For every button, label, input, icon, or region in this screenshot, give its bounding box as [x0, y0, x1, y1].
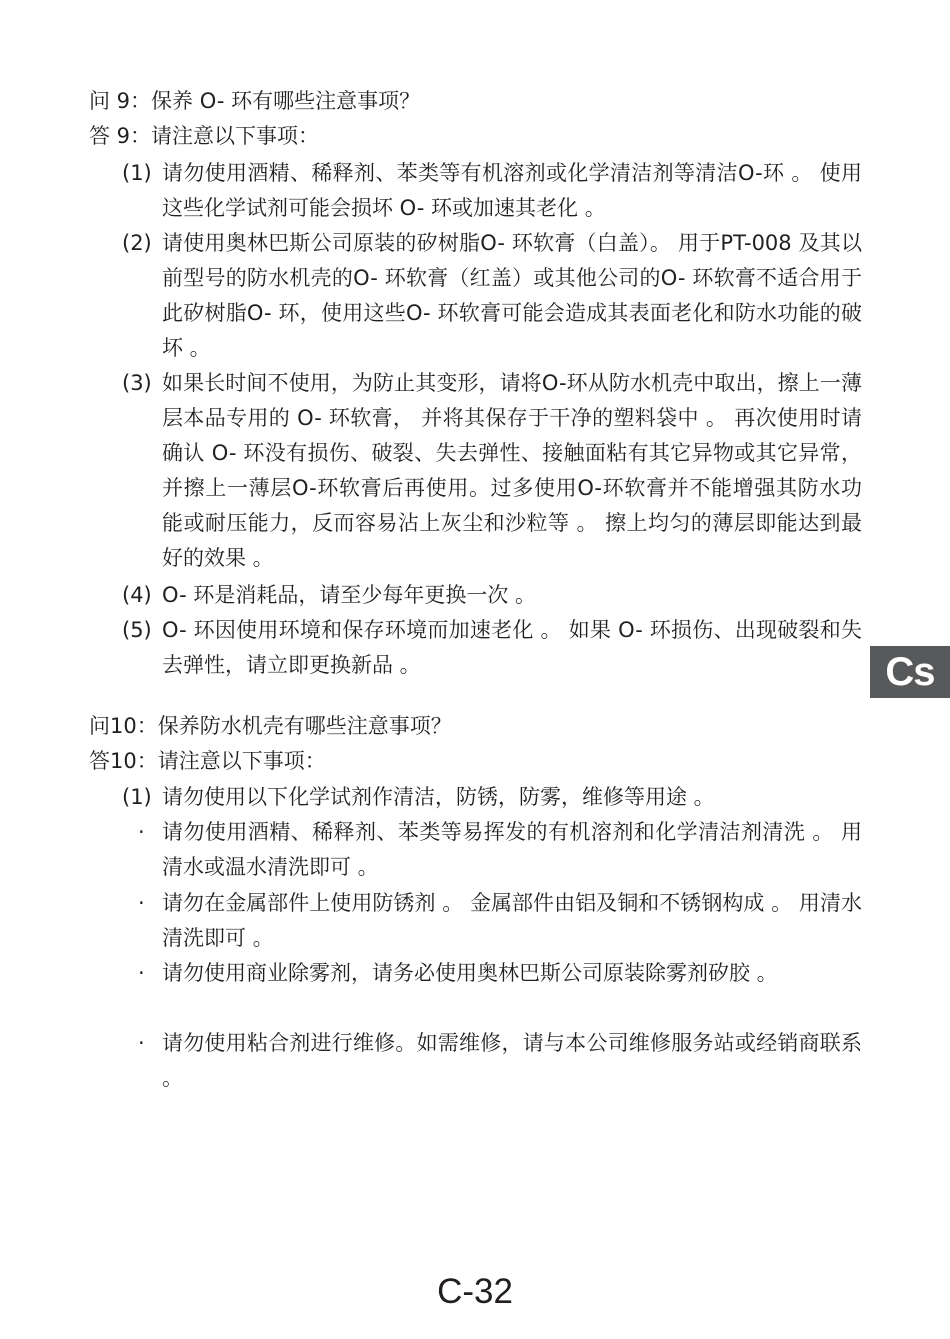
item-text: O- 环因使用环境和保存环境而加速老化 。 如果 O- 环损伤、出现破裂和失去弹性，请立即更换新品 。 — [162, 618, 862, 677]
bullet-text: 请勿使用粘合剂进行维修。如需维修，请与本公司维修服务站或经销商联系 。 — [162, 1031, 862, 1090]
q9-item-1 — [122, 156, 862, 226]
bullet-text: 请勿使用商业除雾剂，请务必使用奥林巴斯公司原装除雾剂矽胶 。 — [162, 961, 778, 985]
item-text: 请使用奥林巴斯公司原装的矽树脂O- 环软膏（白盖）。 用于PT-008 及其以前型号的防水机壳的O- 环软膏（红盖）或其他公司的O- 环软膏不适合用于此矽树脂O- 环，使用这些O- 环软膏可能会造成其表面老化和防水功能的破坏 。 — [162, 231, 862, 360]
language-tab: Cs — [870, 646, 950, 698]
bullet-text: 请勿在金属部件上使用防锈剂 。 金属部件由铝及铜和不锈钢构成 。 用清水清洗即可 。 — [162, 891, 862, 950]
q10-answer: 答10：请注意以下事项： — [89, 749, 326, 773]
item-number: (3) — [122, 371, 152, 395]
item-text: 如果长时间不使用，为防止其变形，请将O-环从防水机壳中取出，擦上一薄层本品专用的 O- 环软膏， 并将其保存于干净的塑料袋中 。 再次使用时请确认 O- 环没有损伤、破裂、失去弹性、接触面粘有其它异物或其它异常，并擦上一薄层O-环软膏后再使用。过多使用O-环软膏并不能增强其防水功能或耐压能力，反而容易沾上灰尘和沙粒等 。 擦上均匀的薄层即能达到最好的效果 。 — [162, 371, 862, 570]
q9-item-4 — [122, 578, 862, 613]
item-number: (2) — [122, 231, 152, 255]
item-text: O- 环是消耗品，请至少每年更换一次 。 — [162, 583, 537, 607]
item-number: (1) — [122, 161, 152, 185]
q9-item-2 — [122, 226, 862, 366]
page-number: C-32 — [437, 1272, 513, 1311]
q10-question: 问10：保养防水机壳有哪些注意事项？ — [89, 714, 452, 738]
item-text: 请勿使用酒精、稀释剂、苯类等有机溶剂或化学清洁剂等清洁O-环 。 使用这些化学试剂可能会损坏 O- 环或加速其老化 。 — [162, 161, 862, 220]
bullet-dot: · — [138, 820, 145, 844]
q9-item-5 — [122, 613, 862, 683]
item-number: (4) — [122, 583, 152, 607]
q10-bullet-3 — [138, 956, 862, 991]
item-number: (1) — [122, 785, 152, 809]
bullet-dot: · — [138, 1031, 145, 1055]
item-number: (5) — [122, 618, 152, 642]
q10-item-1 — [122, 780, 862, 815]
q9-answer: 答 9：请注意以下事项： — [89, 124, 320, 148]
q9-item-3 — [122, 366, 862, 576]
q10-bullet-1 — [138, 815, 862, 885]
bullet-text: 请勿使用酒精、稀释剂、苯类等易挥发的有机溶剂和化学清洁剂清洗 。 用清水或温水清洗即可 。 — [162, 820, 862, 879]
bullet-dot: · — [138, 961, 145, 985]
q10-bullet-2 — [138, 886, 862, 956]
bullet-dot: · — [138, 891, 145, 915]
q10-bullet-4 — [138, 1026, 862, 1096]
item-text: 请勿使用以下化学试剂作清洁，防锈，防雾，维修等用途 。 — [162, 785, 715, 809]
q9-question: 问 9：保养 O- 环有哪些注意事项？ — [89, 89, 421, 113]
